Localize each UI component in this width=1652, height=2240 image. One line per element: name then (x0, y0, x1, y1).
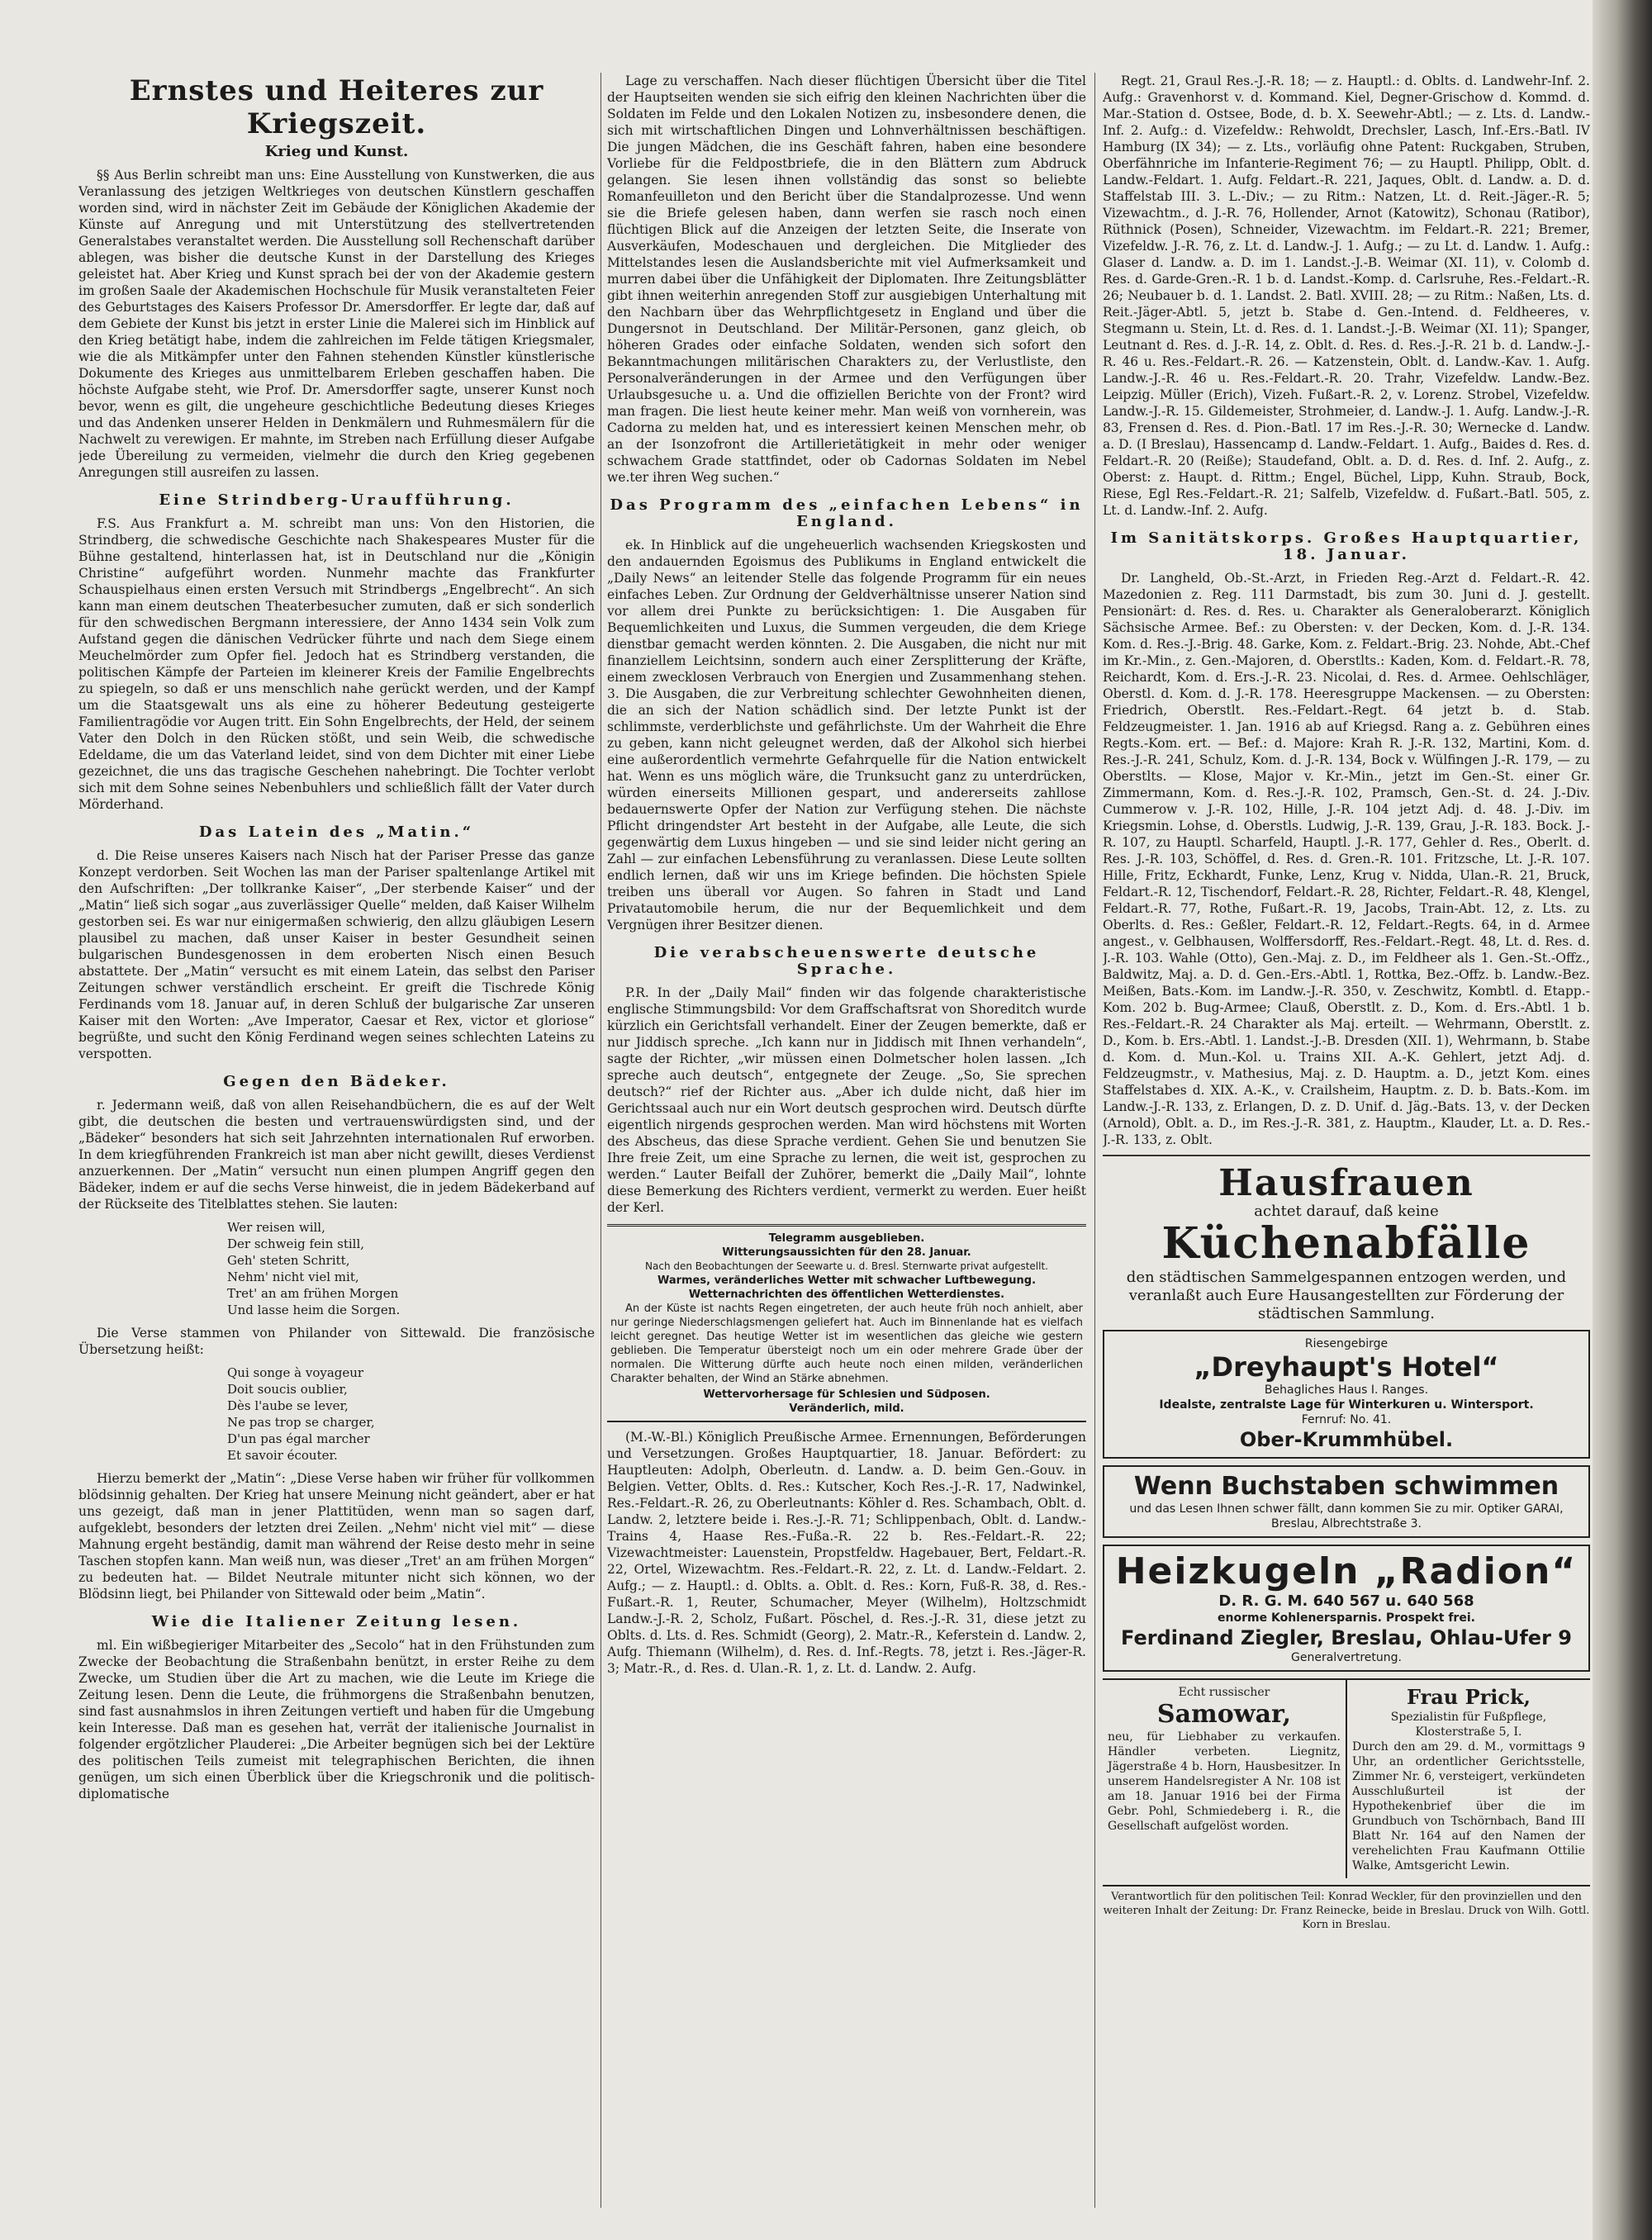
ad-text: Spezialistin für Fußpflege, Klosterstraße 5, I. (1390, 1711, 1547, 1739)
article-paragraph: Hierzu bemerkt der „Matin“: „Diese Verse haben wir früher für vollkommen blödsinnig gehalten. Der Krieg hat unsere Meinung nicht geändert, aber er hat uns gezeigt, daß man in jener Plattitüden, wenn man so sagen darf, aufgeklebt, besonders der letzten drei Zeilen. „Nehm' nicht viel mit“ — diese Mahnung ergeht beständig, damit man während der Reise desto mehr in seine Taschen stopfen kann. Man weiß nun, was dieser „Tret' an am frühen Morgen“ zu bedeuten hat. — Bildet Neutrale mitunter nicht sich können, wo der Blödsinn liegt, bei Philander von Sittewald oder beim „Matin“. (78, 1471, 595, 1602)
article-paragraph: Dr. Langheld, Ob.-St.-Arzt, in Frieden Reg.-Arzt d. Feldart.-R. 42. Mazedonien z. Reg. 111 Darmstadt, bis zum 30. Juni d. J. gestellt. Pensionärt: d. Res. d. Res. u. Charakter als Generaloberarzt. Königlich Sächsische Armee. Bef.: zu Obersten: v. der Decken, Kom. d. J.-R. 134. Kom. d. Res.-J.-Brig. 48. Garke, Kom. z. Feldart.-Brig. 23. Nohde, Abt.-Chef im Kr.-Min., z. Gen.-Majoren, d. Oberstlts.: Kaden, Kom. d. Feldart.-R. 78, Reichardt, Kom. d. Ers.-J.-R. 23. Nicolai, d. Res. d. Armee. Oehlschläger, Oberstl. d. Kom. d. J.-R. 178. Heeresgruppe Mackensen. — zu Obersten: Friedrich, Oberstlt. Res.-Feldart.-Regt. 64 jetzt b. d. Stab. Feldzeugmeister. 1. Jan. 1916 ab auf Kriegsd. Rang a. z. Gebühren eines Regts.-Kom. ert. — Bef.: d. Majore: Krah R. J.-R. 132, Martini, Kom. d. Res.-J.-R. 241, Schulz, Kom. d. J.-R. 134, Bock v. Wülfingen J.-R. 179, — zu Oberstlts. — Klose, Major v. Kr.-Min., jetzt im Gen.-St. einer Gr. Zimmermann, Kom. d. Res.-J.-R. 102, Pramsch, Gen.-St. d. 24. J.-Div. Cummerow v. J.-R. 102, Hille, J.-R. 104 jetzt Adj. d. 48. J.-Div. im Kriegsmin. Lohse, d. Oberstls. Ludwig, J.-R. 139, Grau, J.-R. 183. Bock. J.-R. 107, zu Hauptl. Scharfeld, Hauptl. J.-R. 177, Gehler d. Res., Oberlt. d. Res. J.-R. 103, Schöffel, d. Res. d. Gren.-R. 101. Fritzsche, Lt. J.-R. 107. Hille, Fritz, Eckhardt, Funke, Lenz, Krug v. Nidda, Ulan.-R. 21, Bruck, Feldart.-R. 12, Tischendorf, Feldart.-R. 28, Richter, Feldart.-R. 48, Klengel, Feldart.-R. 77, Rothe, Fußart.-R. 19, Jacobs, Train-Abt. 12, z. Lts. zu Oberlts. d. Res.: Geßler, Feldart.-R. 12, Feldart.-Regts. 64, in d. Armee angest., v. Gelbhausen, Wolffersdorff, Res.-Feldart.-Regt. 48, Lt. d. Res. d. J.-R. 103. Wahle (Otto), Gen.-Maj. z. D., im Feldheer als 1. Gen.-St.-Offz., Baldwitz, Maj. a. D. d. Gen.-Ers.-Abtl. 1, Rottka, Bez.-Offz. b. Landw.-Bez. Meißen, Bats.-Kom. im Landw.-J.-R. 350, v. Zeschwitz, Kombtl. d. Etapp.-Kom. 202 b. Bug-Armee; Clauß, Oberstlt. z. D., Kom. d. Ers.-Abtl. 1 b. Res.-Feldart.-R. 24 Charakter als Maj. erteilt. — Wehrmann, Oberstlt. z. D., Kom. b. Ers.-Abtl. 1. Landst.-J.-B. Dresden (XII. 1), Wehrmann, b. Stabe d. Kom. d. Mun.-Kol. u. Trains XII. A.-K. Gehlert, jetzt Adj. d. Feldzeugmstr., v. Mathesius, Maj. z. D. Hauptm. a. D., jetzt Kom. eines Staffelstabes d. XIX. A.-K., v. Crailsheim, Hauptm. z. D. b. Bats.-Kom. im Landw.-J.-R. 133, z. Erlangen, D. z. D. Unif. d. Jäg.-Bats. 13, v. der Decken (Arnold), Oblt. a. D., im Res.-J.-R. 381, z. Hauptm., Klauder, Lt. a. D. Res.-J.-R. 133, z. Oblt. (1103, 571, 1590, 1147)
ad-row-bottom (1103, 1678, 1590, 1878)
weather-line: Nach den Beobachtungen der Seewarte u. d. Bresl. Sternwarte privat aufgestellt. (645, 1260, 1048, 1272)
ad-hotel (1103, 1330, 1590, 1459)
article-heading: Wie die Italiener Zeitung lesen. (151, 1613, 522, 1630)
weather-box (607, 1224, 1086, 1422)
ad-text: Durch den am 29. d. M., vormittags 9 Uhr, an ordentlicher Gerichtsstelle, Zimmer Nr. 6, versteigert, verkündeten Ausschlußurteil ist der Hypothekenbrief über die im Grundbuch von Tschörnbach, Band III Blatt Nr. 164 auf den Namen der verehelichten Frau Kaufmann Ottilie Walke, Amtsgericht Lewin. (1352, 1740, 1585, 1872)
section-title: Ernstes und Heiteres zur Kriegszeit. (129, 74, 544, 140)
weather-line: Warmes, veränderliches Wetter mit schwacher Luftbewegung. (657, 1274, 1037, 1287)
article-paragraph: (M.-W.-Bl.) Königlich Preußische Armee. Ernennungen, Beförderungen und Versetzungen. Großes Hauptquartier, 18. Januar. Befördert: zu Hauptleuten: Adolph, Oberleutn. d. Landw. a. D. beim Gen.-Gouv. in Belgien. Vetter, Oblts. d. Res.: Kutscher, Koch Res.-J.-R. 17, Nadwinkel, Res.-Feldart.-R. 26, zu Oberleutnants: Köhler d. Res. Schambach, Oblt. d. Landw. 2, letztere beide i. Res.-J.-R. 71; Schlippenbach, Oblt. d. Landw.-Trains 4, Haase Res.-Fußa.-R. 22 b. Res.-Feldart.-R. 22; Vizewachtmeister: Lauenstein, Propstfeldw. Hagebauer, Bert, Feldart.-R. 22, Ortel, Wizewachtm. Res.-Feldart.-R. 22, z. Lt. d. Landw.-Feldart. 2. Aufg.; — z. Hauptl.: d. Oblts. a. Oblt. d. Res.: Korn, Fuß-R. 38, d. Res.-Fußart.-R. 1, Reuter, Schumacher, Meyer (Wilhelm), Holtzschmidt Landw.-J.-R. 2, Scholz, Fußart. Pöschel, d. Res.-J.-R. 31, diese jetzt zu Oblts. d. Lts. d. Res. Schmidt (Georg), 2. Matr.-R., Keferstein d. Landw. 2, Aufg. Thiemann (Wilhelm), d. Res. d. Inf.-Regts. 78, jetzt i. Res.-Jäger-R. 3; Matr.-R., d. Res. d. Ulan.-R. 1, z. Lt. d. Landw. 2. Aufg. (607, 1430, 1086, 1676)
article-paragraph: ml. Ein wißbegieriger Mitarbeiter des „Secolo“ hat in den Frühstunden zum Zwecke der Beobachtung die Straßenbahn benützt, in erster Reihe zu dem Zwecke, um Studien über die Art zu machen, wie die Leute im Kriege die Zeitung lesen. Denn die Leute, die frühmorgens die Straßenbahn benutzen, sind fast ausnahmslos in ihren Zeitungen vertieft und haben für die Umgebung kein Interesse. Daß man es gesehen hat, verrät der italienische Journalist in folgender ergötzlicher Plauderei: „Die Arbeiter begnügen sich bei der Lektüre des politischen Teils zumeist mit telegraphischen Berichten, die ihnen genügen, um sich einen Überblick über die Kriegschronik und die politisch-diplomatische (78, 1638, 595, 1801)
article-paragraph: d. Die Reise unseres Kaisers nach Nisch hat der Pariser Presse das ganze Konzept verdorben. Seit Wochen las man der Pariser spaltenlange Artikel mit den Aufschriften: „Der tollkranke Kaiser“, „Der sterbende Kaiser“ und der „Matin“ ließ sich sogar „aus zuverlässiger Quelle“ melden, daß Kaiser Wilhelm gestorben sei. Es war nur einigermaßen schwierig, den allzu gläubigen Lesern plausibel zu machen, daß unser Kaiser in bester Gesundheit seinen bulgarischen Bundesgenossen in dem eroberten Nisch einen Besuch abstattete. Der „Matin“ versucht es mit einem Latein, das selbst den Pariser Zeitungen schwer verständlich erscheint. Er greift die Tischrede König Ferdinands vom 18. Januar auf, in deren Schluß der bulgarische Zar unseren Kaiser mit den Worten: „Ave Imperator, Caesar et Rex, victor et gloriose“ begrüßte, und sucht den König Ferdinand wegen seines schlechten Lateins zu verspotten. (78, 848, 595, 1061)
weather-line: Wettervorhersage für Schlesien und Südposen. (703, 1388, 990, 1401)
poem-french (227, 1364, 595, 1464)
poem-line: Der schweig fein still, (227, 1236, 365, 1251)
article-heading: Eine Strindberg-Uraufführung. (159, 491, 515, 509)
poem-line: Dès l'aube se lever, (227, 1398, 349, 1413)
column-divider (1094, 73, 1095, 2208)
article-heading: Gegen den Bädeker. (223, 1073, 450, 1090)
article-heading: Das Latein des „Matin.“ (198, 823, 475, 841)
ad-title: „Dreyhaupt's Hotel“ (1194, 1351, 1499, 1383)
article-paragraph: §§ Aus Berlin schreibt man uns: Eine Ausstellung von Kunstwerken, die aus Veranlassung des jetzigen Weltkrieges von deutschen Künstlern geschaffen worden sind, wird in nächster Zeit im Gebäude der Königlichen Akademie der Künste auf Anregung und mit Unterstützung des stellvertretenden Generalstabes veranstaltet werden. Die Ausstellung soll Rechenschaft darüber ablegen, was bisher die deutsche Kunst in der Darstellung des Krieges geleistet hat. Aber Krieg und Kunst sprach bei der von der Akademie gestern im großen Saale der Akademischen Hochschule für Musik veranstalteten Feier des Geburtstages des Kaisers Professor Dr. Amersdorffer. Er legte dar, daß auf dem Gebiete der Kunst bis jetzt in erster Linie die Malerei sich im Hinblick auf den Krieg betätigt habe, indem die zahlreichen im Felde tätigen Kriegsmaler, wie die als Mitkämpfer unter den Fahnen stehenden Künstler künstlerische Dokumente des Krieges aus unmittelbarem Erleben geschaffen haben. Die höchste Aufgabe steht, wie Prof. Dr. Amersdorffer sagte, unserer Kunst noch bevor, wenn es gilt, die ungeheure geschichtliche Bedeutung dieses Krieges und das Andenken unserer Helden in Denkmälern und Ruhmesmälern für die Nachwelt zu verewigen. Er mahnte, im Streben nach Erfüllung dieser Aufgabe jede Übereilung zu vermeiden, vielmehr die durch den Krieg gegebenen Anregungen still ausreifen zu lassen. (78, 168, 595, 480)
ad-text: Fernruf: No. 41. (1301, 1413, 1392, 1426)
poem (227, 1219, 595, 1318)
ad-text: Generalvertretung. (1291, 1651, 1402, 1664)
article-heading: Krieg und Kunst. (264, 143, 409, 160)
ad-text: und das Lesen Ihnen schwer fällt, dann kommen Sie zu mir. Optiker GARAI, Breslau, Albrechtstraße 3. (1129, 1502, 1564, 1531)
ad-title: Heizkugeln „Radion“ (1115, 1550, 1578, 1592)
ad-title: Frau Prick, (1406, 1685, 1531, 1709)
ad-text: Riesengebirge (1304, 1337, 1389, 1350)
article-paragraph: Lage zu verschaffen. Nach dieser flüchtigen Übersicht über die Titel der Hauptseiten wenden sie sich eifrig den kleinen Nachrichten über die Soldaten im Felde und den Lokalen Notizen zu, insbesondere denen, die sich mit wirtschaftlichen Dingen und Lohnverhältnissen beschäftigen. Die jungen Mädchen, die ins Geschäft fahren, haben eine besondere Vorliebe für die Feldpostbriefe, die in den Blättern zum Abdruck gelangen. Sie lesen ihnen vollständig das sonst so beliebte Romanfeuilleton und den Bericht über die Standalprozesse. Und wenn sie die Briefe gelesen haben, dann werfen sie rasch noch einen flüchtigen Blick auf die Anzeigen der letzten Seite, die Inserate von Ausverkäufen, Modeschauen und dergleichen. Die Mitglieder des Mittelstandes lesen die Auslandsberichte mit viel Aufmerksamkeit und murren dabei über die Unfähigkeit der Diplomaten. Ihre Zeitungsblätter gibt ihnen weiterhin anregenden Stoff zur ausgiebigen Unterhaltung mit den Nachbarn über das Wehrpflichtgesetz in England und über die Dungersnot in Deutschland. Der Militär-Personen, ganz gleich, ob höheren Grades oder einfache Soldaten, wenden sich sofort den Bekanntmachungen militärischen Charakters zu, der Verlustliste, den Personalveränderungen in der Armee und den Verfügungen über Urlaubsgesuche u. a. Und die offiziellen Berichte von der Front? wird man fragen. Die liest heute keiner mehr. Man weiß von vornherein, was Cadorna zu melden hat, und es interessiert keinen Menschen mehr, ob an der Isonzofront die Artillerietätigkeit in mehr oder weniger schwachem Grade stattfindet, oder ob Cadornas Soldaten im Nebel we.ter ihren Weg suchen.“ (607, 74, 1086, 485)
poem-line: Ne pas trop se charger, (227, 1415, 375, 1430)
article-paragraph: Regt. 21, Graul Res.-J.-R. 18; — z. Hauptl.: d. Oblts. d. Landwehr-Inf. 2. Aufg.: Gravenhorst v. d. Kommand. Kiel, Degner-Grischow d. Kommd. d. Mar.-Station d. Ostsee, Bode, d. b. X. Seewehr-Abtl.; — z. Lts. d. Landw.-Inf. 2. Aufg.: d. Vizefeldw.: Rehwoldt, Drechsler, Lasch, Inf.-Ers.-Batl. IV Hamburg (IX 34); — z. Lts., vorläufig ohne Patent: Ruckgaben, Struben, Oberfähnriche im Infanterie-Regiment 76; — zu Hauptl. Philipp, Oblt. d. Landw.-Feldart. 1. Aufg. Feldart.-R. 221, Jaques, Oblt. d. Landw. a. D. d. Staffelstab III. 3. L.-Div.; — zu Ritm.: Natzen, Lt. d. Reit.-Jäger.-R. 5; Vizewachtm., d. J.-R. 76, Hollender, Arnot (Katowitz), Schonau (Ratibor), Rüthnick (Posen), Schneider, Vizewachtm. im Feldart.-R. 221; Bremer, Vizefeldw. J.-R. 76, z. Lt. d. Landw.-J. 1. Aufg.; — zu Lt. d. Landw. 1. Aufg.: Glaser d. Landw. a. D. im 1. Landst.-J.-B. Weimar (XI. 11), v. Colomb d. Res. d. Garde-Gren.-R. 1 b. d. Landst.-Komp. d. Carlsruhe, Res.-Feldart.-R. 26; Neubauer b. d. 1. Landst. 2. Batl. XVIII. 28; — zu Ritm.: Naßen, Lts. d. Reit.-Jäger-Abtl. 5, jetzt b. Stabe d. Gen.-Intend. d. Feldheeres, v. Stegmann u. Stein, Lt. d. Res. d. 1. Landst.-J.-B. Weimar (XI. 11); Spanger, Leutnant d. Res. d. J.-R. 14, z. Oblt. d. Res. d. Res.-J.-R. 21 b. d. Landw.-J.-R. 46 u. Res.-Feldart.-R. 26. — Katzenstein, Oblt. d. Landw.-Kav. 1. Aufg. Landw.-J.-R. 46 u. Res.-Feldart.-R. 20. Trahr, Vizefeldw. Landw.-Bez. Leipzig. Müller (Erich), Vizeh. Fußart.-R. 2, v. Lorenz. Strobel, Vizefeldw. Landw.-J.-R. 15. Gildemeister, Strohmeier, d. Landw.-J. 1. Aufg. Landw.-J.-R. 83, Frensen d. Res. d. Pion.-Batl. 17 im Res.-J.-R. 30; Wernecke d. Landw. a. D. (I Breslau), Hassencamp d. Landw.-Feldart. 1. Aufg., Baides d. Res. d. Feldart.-R. 20 (Reiße); Staudefand, Oblt. a. D. d. Res. d. Inf. 2. Aufg., z. Oberst: z. Haupt. d. Rittm.; Engel, Büchel, Lipp, Kuhn. Straub, Bock, Riese, Egl Res.-Feldart.-R. 21; Salfelb, Vizefeldw. d. Fußart.-Batl. 505, z. Lt. d. Landw.-Inf. 2. Aufg. (1103, 74, 1590, 518)
poem-line: Et savoir écouter. (227, 1448, 338, 1463)
article-paragraph: F.S. Aus Frankfurt a. M. schreibt man uns: Von den Historien, die Strindberg, die schwedische Geschichte nach Shakespeares Muster für die Bühne gestaltend, hinterlassen hat, ist in Deutschland nur die „Königin Christine“ aufgeführt worden. Nunmehr machte das Frankfurter Schauspielhaus einen ersten Versuch mit Strindbergs „Engelbrecht“. An sich kann man einem deutschen Theaterbesucher zumuten, daß er sich sonderlich für den schwedischen Bergmann interessiere, der Anno 1434 sein Volk zum Aufstand gegen die dänischen Vedrücker führte und nach dem Siege einem Meuchelmörder zum Opfer fiel. Jedoch hat es Strindberg verstanden, die politischen Kämpfe der Parteien im kleinerer Kreis der Familie Engelbrechts zu spiegeln, so daß er uns menschlich nahe gerückt werden, und der Kampf um die Staatsgewalt uns als eine zu höherer Bedeutung gesteigerte Familientragödie vor Augen tritt. Ein Sohn Engelbrechts, der Held, der seinem Vater den Dolch in den Rücken stößt, und sein Weib, die schwedische Edeldame, die um das Vaterland leidet, sind von dem Dichter mit einer Liebe gezeichnet, die uns das tragische Geschehen nahebringt. Die Tochter verlobt sich mit dem Sohne seines Nebenbuhlers und schließlich fällt der Vater durch Mörderhand. (78, 516, 595, 812)
poem-line: Wer reisen will, (227, 1220, 325, 1235)
ad-samowar (1103, 1680, 1347, 1878)
poem-line: D'un pas égal marcher (227, 1431, 370, 1446)
poem-line: Nehm' nicht viel mit, (227, 1269, 359, 1284)
article-paragraph: ek. In Hinblick auf die ungeheuerlich wachsenden Kriegskosten und den andauernden Egoismus des Publikums in England entwickelt die „Daily News“ an leitender Stelle das folgende Programm für ein neues einfaches Leben. Zur Ordnung der Geldverhältnisse unserer Nation sind vor allem drei Punkte zu berücksichtigen: 1. Die Ausgaben für Bequemlichkeiten und Luxus, die Summen vergeuden, die dem Kriege dienstbar gemacht werden könnten. 2. Die Ausgaben, die nicht nur mit finanziellem Leichtsinn, sondern auch einer Zersplitterung der Kräfte, einem zwecklosen Verbrauch von Energien und Zusammenhang stehen. 3. Die Ausgaben, die zur Verbreitung schlechter Gewohnheiten dienen, die an sich der Nation schädlich sind. Der letzte Punkt ist der schlimmste, verderblichste und gefährlichste. Um der Wahrheit die Ehre zu geben, kann nicht geleugnet werden, daß der Alkohol sich hierbei eine außerordentlich vermehrte Gefahrquelle für die Nation entwickelt hat. Wenn es uns möglich wäre, die Trunksucht ganz zu unterdrücken, würden einerseits Millionen gespart, und andererseits zahllose bedauernswerte Opfer der Nation zur Verfügung stehen. Die nächste Pflicht dringendster Art besteht in der Aufgabe, alle Leute, die sich gegenwärtig dem Luxus hingeben — und sie sind leider nicht gering an Zahl — zur einfachen Lebensführung zu veranlassen. Diese Leute sollten endlich lernen, daß wir uns im Kriege befinden. Die höchsten Spiele treiben uns überall vor Augen. So fahren in Stadt und Land Privatautomobile herum, die nur der Bequemlichkeit und dem Vergnügen ihrer Besitzer dienen. (607, 538, 1086, 933)
imprint: Verantwortlich für den politischen Teil: Konrad Weckler, für den provinziellen und den weiteren Inhalt der Zeitung: Dr. Franz Reinecke, beide in Breslau. Druck von Wilh. Gottl. Korn in Breslau. (1103, 1885, 1590, 1932)
ad-title: Ober-Krummhübel. (1239, 1428, 1454, 1451)
ad-text: D. R. G. M. 640 567 u. 640 568 (1218, 1592, 1474, 1610)
ad-text: den städtischen Sammelgespannen entzogen werden, und veranlaßt auch Eure Hausangestellten zur Förderung der städtischen Sammlung. (1126, 1269, 1567, 1322)
column-2 (607, 73, 1086, 2208)
ad-title: Küchenabfälle (1161, 1218, 1531, 1269)
weather-line: Wetternachrichten des öffentlichen Wetterdienstes. (688, 1288, 1005, 1301)
weather-line: Witterungsaussichten für den 28. Januar. (722, 1246, 971, 1259)
ad-text: enorme Kohlenersparnis. Prospekt frei. (1218, 1611, 1475, 1625)
poem-line: Geh' steten Schritt, (227, 1253, 350, 1268)
book-binding-shadow (1593, 0, 1652, 2240)
article-paragraph: P.R. In der „Daily Mail“ finden wir das folgende charakteristische englische Stimmungsbild: Vor dem Graffschaftsrat von Shoreditch wurde kürzlich ein Gerichtsfall verhandelt. Einer der Zeugen bemerkte, daß er nur Jiddisch spreche. „Ich kann nur in Jiddisch mit Ihnen verhandeln“, sagte der Richter, „wir müssen einen Dolmetscher holen lassen. „Ich spreche auch deutsch“, entgegnete der Zeuge. „So, Sie sprechen deutsch?“ rief der Richter aus. „Aber ich dulde nicht, daß hier im Gerichtssaal auch nur ein Wort deutsch gesprochen wird. Deutsch dürfte eigentlich nirgends gesprochen werden. Man wird höchstens mit Worten des Abscheus, das diese Sprache verdient. Gehen Sie und benutzen Sie Ihre freie Zeit, um eine Sprache zu lernen, die weit ist, gesprochen zu werden.“ Lauter Beifall der Zuhörer, bemerkt die „Daily Mail“, lohnte diese Bemerkung des Richters verdient, vermerkt zu werden. Euer heißt der Kerl. (607, 985, 1086, 1215)
column-3 (1103, 73, 1590, 2208)
ad-text: Echt russischer (1178, 1686, 1270, 1699)
ad-heizkugeln (1103, 1545, 1590, 1672)
article-paragraph: Die Verse stammen von Philander von Sittewald. Die französische Übersetzung heißt: (78, 1326, 595, 1357)
weather-line: Veränderlich, mild. (789, 1402, 904, 1415)
ad-text: achtet darauf, daß keine (1254, 1203, 1439, 1220)
divider (1103, 1155, 1590, 1156)
newspaper-page (78, 73, 1590, 2208)
poem-line: Tret' an am frühen Morgen (227, 1286, 399, 1301)
weather-text: An der Küste ist nachts Regen eingetreten, der auch heute früh noch anhielt, aber nur geringe Niederschlagsmengen geliefert hat. Auch im Binnenlande hat es vielfach leicht geregnet. Das heutige Wetter ist im wesentlichen das gleiche wie gestern geblieben. Die Temperatur übersteigt noch um ein oder mehrere Grade über der normalen. Die Witterung dürfte auch heute noch einen milden, veränderlichen Charakter behalten, der Wind an Stärke abnehmen. (610, 1303, 1083, 1385)
article-heading: Die verabscheuenswerte deutsche Sprache. (653, 944, 1040, 978)
ad-frau-prick (1347, 1680, 1590, 1878)
article-paragraph: r. Jedermann weiß, daß von allen Reisehandbüchern, die es auf der Welt gibt, die deutschen die besten und vertrauenswürdigsten sind, und der „Bädeker“ besonders hat sich seit Jahrzehnten internationalen Ruf erworben. In dem kriegführenden Frankreich ist man aber nicht gewillt, dieses Verdienst anzuerkennen. Der „Matin“ versucht nun einen plumpen Angriff gegen den Bädeker, indem er auf die sechs Verse hinweist, die in jedem Bädekerband auf der Rückseite des Titelblattes stehen. Sie lauten: (78, 1098, 595, 1212)
ad-title: Samowar, (1156, 1700, 1292, 1729)
article-heading: Das Programm des „einfachen Lebens“ in England. (610, 496, 1084, 530)
poem-line: Und lasse heim die Sorgen. (227, 1303, 401, 1317)
ad-title: Wenn Buchstaben schwimmen (1133, 1472, 1559, 1501)
ad-optiker (1103, 1465, 1590, 1538)
ad-text: Idealste, zentralste Lage für Winterkuren u. Wintersport. (1159, 1398, 1534, 1412)
ad-title: Ferdinand Ziegler, Breslau, Ohlau-Ufer 9 (1121, 1626, 1572, 1649)
weather-line: Telegramm ausgeblieben. (768, 1232, 925, 1245)
poem-line: Doit soucis oublier, (227, 1382, 348, 1397)
ad-text: neu, für Liebhaber zu verkaufen. Händler verbeten. Liegnitz, Jägerstraße 4 b. Horn, Hausbesitzer. In unserem Handelsregister A Nr. 108 ist am 18. Januar 1916 bei der Firma Gebr. Pohl, Schmiedeberg i. R., die Gesellschaft aufgelöst worden. (1108, 1730, 1341, 1833)
ad-hausfrauen (1103, 1163, 1590, 1323)
ad-title: Hausfrauen (1218, 1162, 1474, 1204)
article-heading: Im Sanitätskorps. Großes Hauptquartier, 18. Januar. (1110, 529, 1583, 563)
ad-text: Behagliches Haus I. Ranges. (1264, 1383, 1429, 1397)
column-1 (78, 73, 595, 2208)
poem-line: Qui songe à voyageur (227, 1365, 364, 1380)
